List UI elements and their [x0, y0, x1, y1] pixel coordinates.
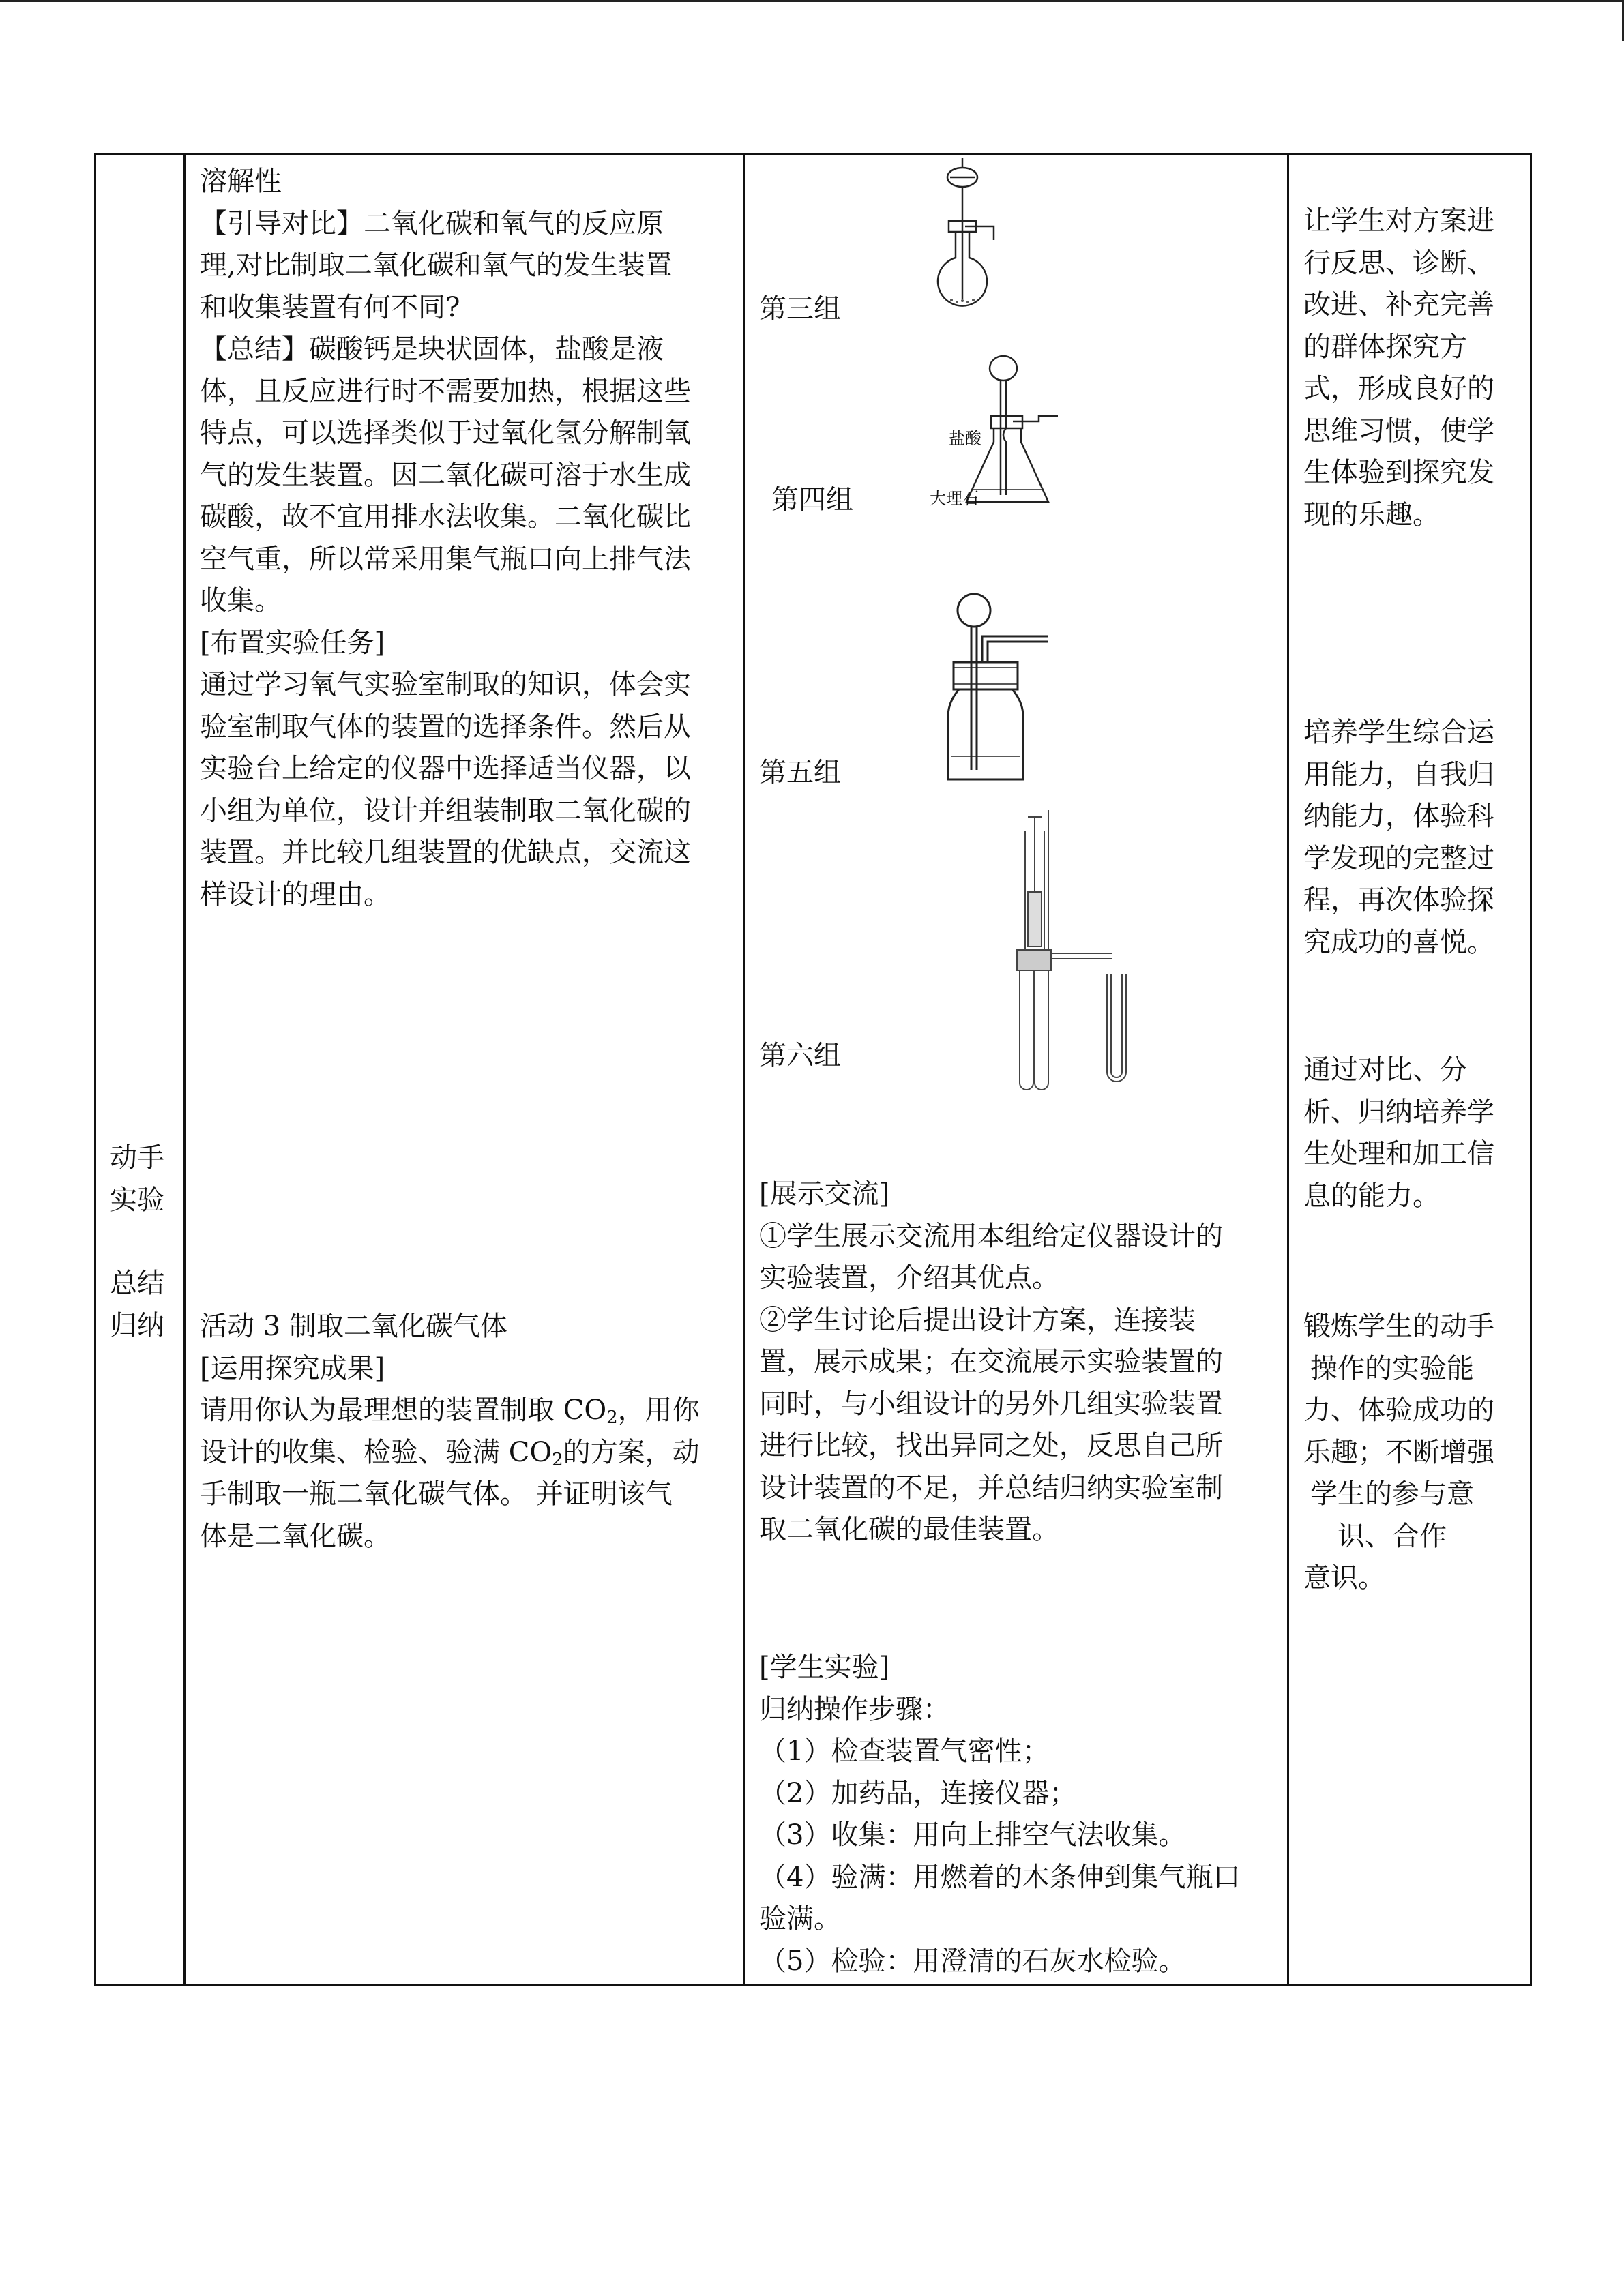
activity-line: 实验装置，介绍其优点。 — [759, 1262, 1059, 1294]
stage-line: 总结 — [110, 1268, 164, 1299]
stage-line: 动手 — [110, 1142, 164, 1174]
student-activity-cell — [759, 1174, 1366, 1551]
group-4-label-marble: 大理石 — [930, 489, 979, 508]
process-line: 特点，可以选择类似于过氧化氢分解制氧 — [200, 417, 691, 449]
process-line: 体，且反应进行时不需要加热，根据这些 — [200, 375, 691, 407]
intent-block-1 — [1303, 200, 1494, 536]
process-line: 验室制取气体的装置的选择条件。然后从 — [200, 711, 691, 743]
intent-line: 思维习惯，使学 — [1303, 415, 1494, 447]
intent-line: 生体验到探究发 — [1303, 457, 1494, 488]
process-bottom-cell — [200, 1306, 739, 1557]
intent-line: 操作的实验能 — [1310, 1352, 1474, 1384]
stage-cell — [110, 1137, 181, 1347]
intent-line: 力、体验成功的 — [1303, 1395, 1494, 1426]
experiment-line: （2）加药品，连接仪器； — [759, 1777, 1077, 1809]
group-4-label-acid: 盐酸 — [949, 429, 981, 448]
stage-line: 归纳 — [110, 1309, 164, 1341]
process-line: 实验台上给定的仪器中选择适当仪器，以 — [200, 753, 691, 784]
intent-line: 乐趣；不断增强 — [1303, 1436, 1494, 1468]
activity-line: [展示交流] — [759, 1178, 890, 1210]
process-line: 样设计的理由。 — [200, 878, 391, 910]
process-line: 收集。 — [200, 585, 282, 616]
intent-line: 的群体探究方 — [1303, 331, 1467, 363]
group-3-label: 第三组 — [759, 293, 841, 325]
experiment-line: （3）收集：用向上排空气法收集。 — [759, 1819, 1186, 1851]
intent-line: 行反思、诊断、 — [1303, 247, 1494, 279]
activity-line: 同时，与小组设计的另外几组实验装置 — [759, 1388, 1223, 1420]
intent-line: 改进、补充完善 — [1303, 289, 1494, 320]
intent-line: 析、归纳培养学 — [1303, 1096, 1494, 1128]
intent-line: 让学生对方案进 — [1303, 205, 1494, 237]
activity-line: 进行比较，找出异同之处，反思自己所 — [759, 1430, 1223, 1461]
experiment-line: （1）检查装置气密性； — [759, 1735, 1050, 1767]
process-line: 碳酸，故不宜用排水法收集。二氧化碳比 — [200, 501, 691, 533]
group-3-apparatus-image — [921, 155, 1003, 319]
process-line: 空气重，所以常采用集气瓶口向上排气法 — [200, 543, 691, 575]
experiment-line: [学生实验] — [759, 1652, 890, 1683]
intent-line: 程，再次体验探 — [1303, 884, 1494, 916]
experiment-line: 验满。 — [759, 1903, 841, 1935]
lesson-table — [94, 153, 1532, 1986]
activity-line: 置，展示成果；在交流展示实验装置的 — [759, 1346, 1223, 1377]
student-experiment-cell — [759, 1647, 1366, 1982]
group-5-apparatus-image — [939, 588, 1075, 786]
page-top-rule — [0, 0, 1624, 2]
process-line: [布置实验任务] — [200, 627, 385, 659]
process-line: 设计的收集、检验、验满 $CO_2$的方案，动 — [200, 1436, 700, 1470]
intent-line: 究成功的喜悦。 — [1303, 926, 1494, 958]
intent-line: 培养学生综合运 — [1303, 717, 1494, 748]
stage-line: 实验 — [110, 1184, 164, 1216]
process-line: [运用探究成果] — [200, 1352, 385, 1384]
group-5-label: 第五组 — [759, 757, 841, 788]
column-divider-2 — [743, 155, 745, 1984]
activity-title: 活动 3 制取二氧化碳气体 — [200, 1311, 507, 1342]
intent-line: 纳能力，体验科 — [1303, 801, 1494, 832]
intent-line: 现的乐趣。 — [1303, 498, 1440, 531]
process-line: 通过学习氧气实验室制取的知识，体会实 — [200, 669, 691, 700]
process-line: 理,对比制取二氧化碳和氧气的发生装置 — [200, 250, 673, 281]
intent-line: 用能力，自我归 — [1303, 758, 1494, 790]
intent-line: 意识。 — [1303, 1562, 1385, 1594]
intent-line: 式，形成良好的 — [1303, 373, 1494, 404]
process-top-cell — [200, 161, 739, 916]
process-line: 装置。并比较几组装置的优缺点，交流这 — [200, 837, 691, 868]
group-6-apparatus-image — [990, 810, 1160, 1097]
process-line: 体是二氧化碳。 — [200, 1520, 391, 1552]
column-divider-1 — [183, 155, 186, 1984]
intent-block-3 — [1303, 1049, 1494, 1217]
process-line: 气的发生装置。因二氧化碳可溶于水生成 — [200, 459, 691, 491]
process-line: 溶解性 — [200, 166, 282, 197]
process-line: 小组为单位，设计并组装制取二氧化碳的 — [200, 794, 691, 826]
intent-line: 生处理和加工信 — [1303, 1138, 1494, 1169]
process-line: 【总结】碳酸钙是块状固体，盐酸是液 — [200, 333, 664, 365]
intent-line: 锻炼学生的动手 — [1303, 1311, 1494, 1342]
process-line: 手制取一瓶二氧化碳气体。 并证明该气 — [200, 1478, 673, 1510]
intent-line: 学发现的完整过 — [1303, 842, 1494, 874]
activity-line: ②学生讨论后提出设计方案，连接装 — [759, 1304, 1196, 1336]
intent-line: 息的能力。 — [1303, 1180, 1440, 1212]
intent-line: 通过对比、分 — [1303, 1054, 1467, 1086]
process-line: 【引导对比】二氧化碳和氧气的反应原 — [200, 207, 664, 239]
experiment-line: （5）检验：用澄清的石灰水检验。 — [759, 1945, 1186, 1977]
group-6-label: 第六组 — [759, 1040, 841, 1071]
group-4-label: 第四组 — [771, 484, 853, 516]
activity-line: 取二氧化碳的最佳装置。 — [759, 1514, 1059, 1545]
experiment-line: 归纳操作步骤： — [759, 1693, 950, 1725]
activity-line: ①学生展示交流用本组给定仪器设计的 — [759, 1220, 1223, 1252]
process-line: 请用你认为最理想的装置制取 $CO_2$，用你 — [200, 1395, 700, 1428]
experiment-line: （4）验满：用燃着的木条伸到集气瓶口 — [759, 1861, 1241, 1893]
process-line: 和收集装置有何不同? — [200, 291, 460, 323]
intent-line: 学生的参与意 — [1310, 1478, 1474, 1510]
activity-line: 设计装置的不足，并总结归纳实验室制 — [759, 1472, 1223, 1504]
intent-block-4 — [1303, 1306, 1494, 1600]
intent-line: 识、合作 — [1338, 1520, 1447, 1552]
intent-block-2 — [1303, 712, 1494, 964]
